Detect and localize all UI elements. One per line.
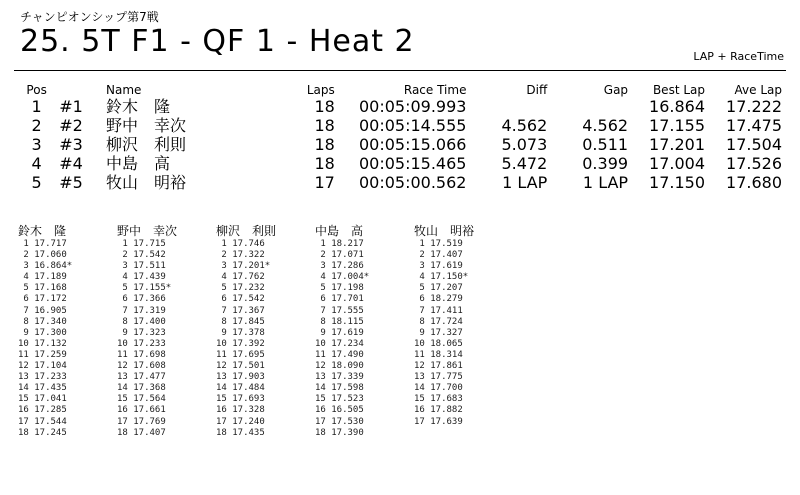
lap-entry: 12 17.104 (18, 361, 67, 372)
lap-entry: 3 17.619 (414, 261, 463, 272)
lap-entry: 7 17.319 (117, 305, 166, 316)
lap-entry: 2 17.542 (117, 250, 166, 261)
lap-list (216, 239, 312, 439)
page-title: 25. 5T F1 - QF 1 - Heat 2 (20, 24, 415, 59)
lap-entry: 11 17.695 (216, 349, 265, 360)
result-ave-lap: 17.680 (726, 173, 782, 192)
lap-entry: 6 17.701 (315, 294, 364, 305)
result-race-time: 00:05:14.555 (358, 116, 467, 135)
lap-entry: 18 17.407 (117, 427, 166, 438)
result-ave-lap: 17.526 (726, 154, 782, 173)
lap-entry: 14 17.598 (315, 383, 364, 394)
result-ave-lap: 17.504 (726, 135, 782, 154)
result-number: #4 (59, 154, 83, 173)
lap-entry: 2 17.060 (18, 250, 67, 261)
table-row (18, 135, 786, 154)
result-number: #3 (59, 135, 83, 154)
lap-entry: 2 17.407 (414, 250, 463, 261)
result-pos: 4 (31, 154, 42, 173)
lap-entry: 17 17.240 (216, 416, 265, 427)
lap-entry: 5 17.207 (414, 283, 463, 294)
lap-entry: 16 17.882 (414, 405, 463, 416)
lap-entry: 16 17.661 (117, 405, 166, 416)
col-best-lap: Best Lap (652, 83, 705, 97)
table-row (18, 154, 786, 173)
lap-entry: 6 17.172 (18, 294, 67, 305)
lap-entry: 10 17.392 (216, 338, 265, 349)
lap-entry: 4 17.762 (216, 272, 265, 283)
lap-entry: 14 17.435 (18, 383, 67, 394)
result-name: 牧山 明裕 (106, 173, 187, 192)
lap-entry: 2 17.322 (216, 250, 265, 261)
result-best-lap: 16.864 (649, 97, 705, 116)
lap-entry: 4 17.004* (315, 272, 370, 283)
result-laps: 18 (314, 116, 335, 135)
result-name: 中島 高 (106, 154, 171, 173)
col-laps: Laps (306, 83, 335, 97)
lap-entry: 2 17.071 (315, 250, 364, 261)
result-best-lap: 17.155 (649, 116, 705, 135)
lap-entry: 14 17.368 (117, 383, 166, 394)
result-pos: 1 (31, 97, 42, 116)
table-row (18, 116, 786, 135)
result-number: #1 (59, 97, 83, 116)
lap-entry: 11 18.314 (414, 349, 463, 360)
result-diff: 1 LAP (502, 173, 548, 192)
lap-entry: 9 17.619 (315, 327, 364, 338)
lap-entry: 16 17.328 (216, 405, 265, 416)
result-laps: 18 (314, 135, 335, 154)
lap-entry: 3 16.864* (18, 261, 73, 272)
event-subtitle: チャンピオンシップ第7戦 (20, 10, 159, 24)
lap-column (216, 224, 312, 439)
results-table (18, 81, 786, 192)
lap-entry: 9 17.378 (216, 327, 265, 338)
lap-entry: 13 17.233 (18, 372, 67, 383)
lap-entry: 4 17.189 (18, 272, 67, 283)
lap-entry: 4 17.439 (117, 272, 166, 283)
lap-column-driver: 野中 幸次 (117, 224, 178, 238)
result-diff: 5.472 (501, 154, 548, 173)
lap-column-driver: 牧山 明裕 (414, 224, 475, 238)
result-race-time: 00:05:15.066 (358, 135, 467, 154)
lap-entry: 13 17.903 (216, 372, 265, 383)
lap-entry: 3 17.511 (117, 261, 166, 272)
result-ave-lap: 17.222 (726, 97, 782, 116)
lap-entry: 9 17.300 (18, 327, 67, 338)
lap-entry: 5 17.198 (315, 283, 364, 294)
lap-entry: 12 18.090 (315, 361, 364, 372)
lap-column-driver: 柳沢 利則 (216, 224, 277, 238)
result-race-time: 00:05:00.562 (358, 173, 467, 192)
lap-entry: 4 17.150* (414, 272, 469, 283)
result-number: #5 (59, 173, 83, 192)
result-diff: 5.073 (501, 135, 548, 154)
lap-entry: 18 17.245 (18, 427, 67, 438)
lap-entry: 14 17.700 (414, 383, 463, 394)
result-gap (551, 97, 632, 116)
results-header-row (18, 81, 786, 97)
lap-entry: 10 17.234 (315, 338, 364, 349)
lap-column (18, 224, 114, 439)
timing-mode-label: LAP + RaceTime (693, 50, 784, 63)
col-pos: Pos (26, 83, 47, 97)
lap-entry: 1 17.746 (216, 239, 265, 249)
lap-column-driver: 中島 高 (315, 224, 364, 238)
lap-entry: 10 17.233 (117, 338, 166, 349)
result-race-time: 00:05:09.993 (358, 97, 467, 116)
result-pos: 5 (31, 173, 42, 192)
result-laps: 18 (314, 97, 335, 116)
result-laps: 18 (314, 154, 335, 173)
lap-column (414, 224, 510, 428)
lap-entry: 7 16.905 (18, 305, 67, 316)
result-diff: 4.562 (501, 116, 548, 135)
lap-entry: 12 17.861 (414, 361, 463, 372)
result-name: 柳沢 利則 (106, 135, 187, 154)
lap-entry: 10 18.065 (414, 338, 463, 349)
lap-entry: 14 17.484 (216, 383, 265, 394)
lap-entry: 8 18.115 (315, 316, 364, 327)
col-number (55, 81, 102, 97)
lap-entry: 7 17.367 (216, 305, 265, 316)
lap-list (117, 239, 213, 439)
result-best-lap: 17.201 (649, 135, 705, 154)
lap-entry: 7 17.555 (315, 305, 364, 316)
result-diff (470, 97, 551, 116)
result-laps: 17 (314, 173, 335, 192)
lap-entry: 5 17.168 (18, 283, 67, 294)
col-ave-lap: Ave Lap (734, 83, 782, 97)
lap-entry: 10 17.132 (18, 338, 67, 349)
lap-entry: 5 17.232 (216, 283, 265, 294)
col-name: Name (106, 83, 142, 97)
result-pos: 3 (31, 135, 42, 154)
lap-entry: 11 17.490 (315, 349, 364, 360)
lap-column-driver: 鈴木 隆 (18, 224, 67, 238)
table-row (18, 173, 786, 192)
result-ave-lap: 17.475 (726, 116, 782, 135)
lap-entry: 5 17.155* (117, 283, 172, 294)
result-best-lap: 17.004 (649, 154, 705, 173)
lap-entry: 15 17.523 (315, 394, 364, 405)
lap-entry: 11 17.698 (117, 349, 166, 360)
result-race-time: 00:05:15.465 (358, 154, 467, 173)
lap-entry: 6 17.366 (117, 294, 166, 305)
lap-entry: 3 17.201* (216, 261, 271, 272)
lap-entry: 17 17.769 (117, 416, 166, 427)
lap-entry: 1 17.715 (117, 239, 166, 249)
lap-entry: 9 17.327 (414, 327, 463, 338)
lap-entry: 1 17.519 (414, 239, 463, 249)
lap-entry: 12 17.501 (216, 361, 265, 372)
lap-list (315, 239, 411, 439)
result-best-lap: 17.150 (649, 173, 705, 192)
result-gap: 1 LAP (582, 173, 629, 192)
lap-entry: 3 17.286 (315, 261, 364, 272)
col-diff: Diff (526, 83, 548, 97)
table-row (18, 97, 786, 116)
lap-entry: 6 17.542 (216, 294, 265, 305)
result-gap: 4.562 (582, 116, 629, 135)
lap-entry: 16 17.285 (18, 405, 67, 416)
lap-entry: 13 17.339 (315, 372, 364, 383)
lap-entry: 1 17.717 (18, 239, 67, 249)
lap-entry: 15 17.564 (117, 394, 166, 405)
lap-column (117, 224, 213, 439)
col-race-time: Race Time (403, 83, 467, 97)
lap-entry: 9 17.323 (117, 327, 166, 338)
lap-entry: 1 18.217 (315, 239, 364, 249)
lap-entry: 8 17.845 (216, 316, 265, 327)
result-pos: 2 (31, 116, 42, 135)
lap-entry: 12 17.608 (117, 361, 166, 372)
lap-entry: 16 16.505 (315, 405, 364, 416)
result-gap: 0.399 (582, 154, 629, 173)
lap-list (18, 239, 114, 439)
result-name: 野中 幸次 (106, 116, 187, 135)
lap-entry: 13 17.477 (117, 372, 166, 383)
lap-entry: 8 17.724 (414, 316, 463, 327)
lap-entry: 18 17.390 (315, 427, 364, 438)
lap-entry: 8 17.400 (117, 316, 166, 327)
lap-entry: 13 17.775 (414, 372, 463, 383)
lap-entry: 15 17.683 (414, 394, 463, 405)
col-gap: Gap (603, 83, 629, 97)
lap-entry: 8 17.340 (18, 316, 67, 327)
lap-entry: 15 17.041 (18, 394, 67, 405)
result-number: #2 (59, 116, 83, 135)
lap-entry: 6 18.279 (414, 294, 463, 305)
lap-entry: 11 17.259 (18, 349, 67, 360)
results-body (18, 97, 786, 192)
result-name: 鈴木 隆 (106, 97, 171, 116)
lap-entry: 17 17.639 (414, 416, 463, 427)
lap-entry: 7 17.411 (414, 305, 463, 316)
header-divider (14, 70, 786, 71)
lap-list (414, 239, 510, 428)
result-gap: 0.511 (582, 135, 629, 154)
lap-column (315, 224, 411, 439)
lap-entry: 15 17.693 (216, 394, 265, 405)
lap-entry: 17 17.530 (315, 416, 364, 427)
lap-entry: 18 17.435 (216, 427, 265, 438)
lap-entry: 17 17.544 (18, 416, 67, 427)
